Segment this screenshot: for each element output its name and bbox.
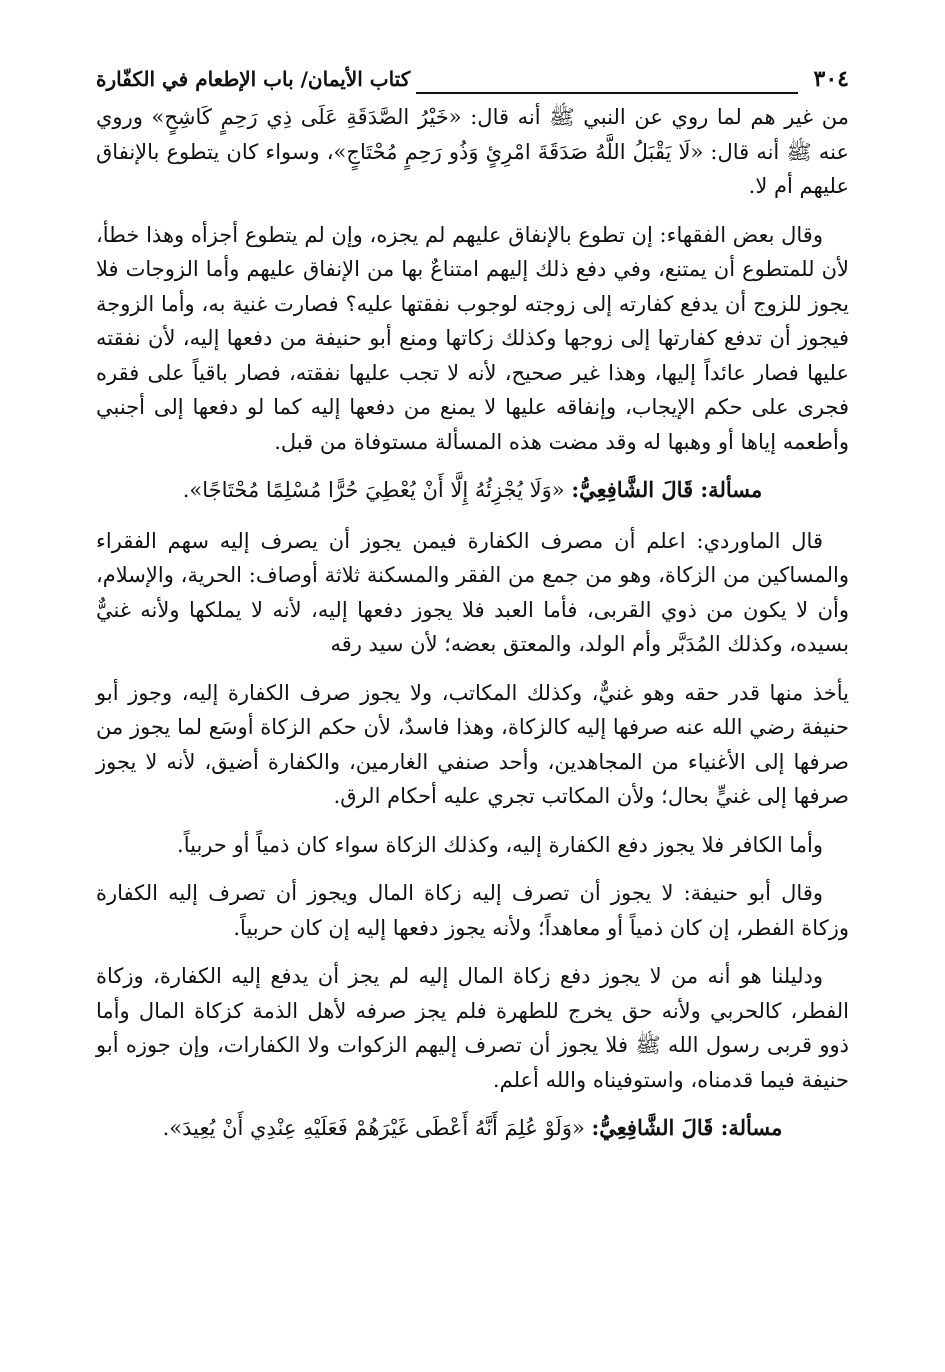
masala-label: مسألة: قَالَ الشَّافِعِيُّ: [571, 477, 763, 502]
masala-heading-2 [96, 1111, 849, 1146]
masala-quote: «وَلَا يُجْزِئُهُ إِلَّا أَنْ يُعْطِيَ حُرًّا مُسْلِمًا مُحْتَاجًا». [182, 478, 565, 502]
paragraph-1: من غير هم لما روي عن النبي ﷺ أنه قال: «خَيْرُ الصَّدَقَةِ عَلَى ذِي رَحِمٍ كَاشِحٍ» وروي عنه ﷺ أنه قال: «لَا يَقْبَلُ اللَّهُ صَدَقَةَ امْرِئٍ وَذُو رَحِمٍ مُحْتَاجٍ»، وسواء كان يتطوع بالإنفاق عليهم أم لا. [96, 105, 849, 198]
masala-label: مسألة: قَالَ الشَّافِعِيُّ: [591, 1115, 783, 1140]
page-body [96, 100, 849, 1162]
paragraph-2: وقال بعض الفقهاء: إن تطوع بالإنفاق عليهم لم يجزه، وإن لم يتطوع أجزأه وهذا خطأ، لأن للمتطوع أن يمتنع، وفي دفع ذلك إليهم امتناعٌ بها من الإنفاق عليهم وأما الزوجات فلا يجوز للزوج أن يدفع كفارته إلى زوجته لوجوب نفقتها عليه؟ فصارت غنية به، وأما الزوجة فيجوز أن تدفع كفارتها إلى زوجها وكذلك زكاتها ومنع أبو حنيفة من دفعها إليه، لأن نفقته عليها فصار عائداً إليها، وهذا غير صحيح، لأنه لا تجب عليها نفقته، فصار باقياً على فقره فجرى على حكم الإيجاب، وإنفاقه عليها لا يمنع من دفعها إليه كما لو دفعها إلى أجنبي وأطعمه إياها أو وهبها له وقد مضت هذه المسألة مستوفاة من قبل. [96, 222, 849, 454]
header-rule [416, 72, 797, 94]
paragraph-4: يأخذ منها قدر حقه وهو غنيٌّ، وكذلك المكاتب، ولا يجوز صرف الكفارة إليه، وجوز أبو حنيفة رضي الله عنه صرفها إليه كالزكاة، وهذا فاسدٌ، لأن حكم الزكاة أوسَع لما يجوز من صرفها إلى الأغنياء من المجاهدين، وأحد صنفي الغارمين، والكفارة أضيق، لأنه لا يجوز صرفها إلى غنيٍّ بحال؛ ولأن المكاتب تجري عليه أحكام الرق. [96, 680, 849, 808]
paragraph-5: وأما الكافر فلا يجوز دفع الكفارة إليه، وكذلك الزكاة سواء كان ذمياً أو حربياً. [177, 832, 823, 857]
paragraph-3: قال الماوردي: اعلم أن مصرف الكفارة فيمن يجوز أن يصرف إليه سهم الفقراء والمساكين من الزكاة، وهو من جمع من الفقر والمسكنة ثلاثة أوصاف: الحرية، والإسلام، وأن لا يكون من ذوي القربى، فأما العبد فلا يجوز دفعها إليه، لأنه لا يملكها ولأنه غنيٌّ بسيده، وكذلك المُدَبَّر وأم الولد، والمعتق بعضه؛ لأن سيد رقه [96, 528, 849, 656]
paragraph-7: ودليلنا هو أنه من لا يجوز دفع زكاة المال إليه لم يجز أن يدفع إليه الكفارة، وزكاة الفطر، كالحربي ولأنه حق يخرج للطهرة فلم يجز صرفه لأهل الذمة كزكاة المال وأما ذوو قربى رسول الله ﷺ فلا يجوز أن تصرف إليهم الزكوات ولا الكفارات، وإن جوزه أبو حنيفة فيما قدمناه، واستوفيناه والله أعلم. [96, 964, 849, 1092]
masala-quote: «وَلَوْ عُلِمَ أَنَّهُ أَعْطَى غَيْرَهُمْ فَعَلَيْهِ عِنْدِي أَنْ يُعِيدَ». [162, 1116, 585, 1140]
page-number: ٣٠٤ [813, 66, 849, 92]
masala-heading-1 [96, 473, 849, 508]
page-header [96, 54, 849, 94]
paragraph-6: وقال أبو حنيفة: لا يجوز أن تصرف إليه زكاة المال ويجوز أن تصرف إليه الكفارة وزكاة الفطر، إن كان ذمياً أو معاهداً؛ ولأنه يجوز دفعها إليه إن كان حربياً. [96, 881, 849, 940]
running-title: كتاب الأيمان/ باب الإطعام في الكفّارة [96, 67, 411, 91]
